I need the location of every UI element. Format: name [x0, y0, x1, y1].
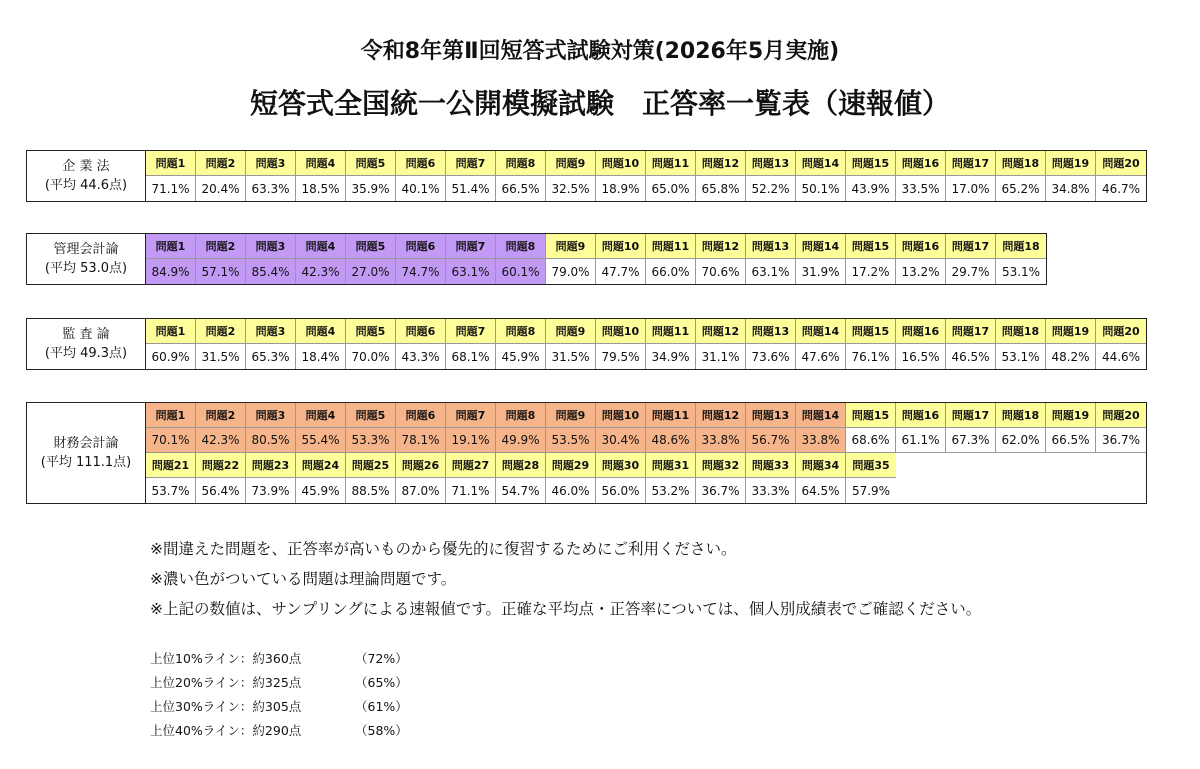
accuracy-cell: 49.9%	[496, 428, 546, 453]
question-header-cell: 問題15	[846, 319, 896, 344]
score-line	[150, 719, 408, 743]
value-row	[146, 176, 1146, 201]
question-header-cell: 問題34	[796, 453, 846, 478]
accuracy-cell: 73.9%	[246, 478, 296, 503]
accuracy-cell: 20.4%	[196, 176, 246, 201]
accuracy-cell: 74.7%	[396, 259, 446, 284]
question-header-cell: 問題14	[796, 319, 846, 344]
subject-cell	[27, 319, 146, 369]
subject-average: (平均 44.6点)	[44, 178, 128, 193]
question-header-cell: 問題9	[546, 403, 596, 428]
accuracy-cell: 48.2%	[1046, 344, 1096, 369]
question-header-cell: 問題4	[296, 151, 346, 176]
accuracy-cell: 33.5%	[896, 176, 946, 201]
accuracy-cell: 46.5%	[946, 344, 996, 369]
question-header-cell: 問題16	[896, 403, 946, 428]
table-kanri	[26, 233, 1047, 285]
page-title: 令和8年第Ⅱ回短答式試験対策(2026年5月実施)	[360, 39, 840, 64]
question-header-cell: 問題1	[146, 234, 196, 259]
accuracy-cell: 31.5%	[546, 344, 596, 369]
accuracy-cell: 79.5%	[596, 344, 646, 369]
accuracy-cell: 71.1%	[146, 176, 196, 201]
accuracy-cell: 53.2%	[646, 478, 696, 503]
question-header-cell: 問題5	[346, 151, 396, 176]
accuracy-cell: 54.7%	[496, 478, 546, 503]
question-header-cell: 問題12	[696, 151, 746, 176]
question-header-cell: 問題23	[246, 453, 296, 478]
accuracy-cell: 43.3%	[396, 344, 446, 369]
question-header-cell: 問題16	[896, 319, 946, 344]
question-header-cell: 問題18	[996, 403, 1046, 428]
header-row	[146, 234, 1046, 259]
question-header-cell: 問題5	[346, 319, 396, 344]
accuracy-cell: 57.1%	[196, 259, 246, 284]
question-header-cell: 問題12	[696, 234, 746, 259]
question-header-cell: 問題14	[796, 403, 846, 428]
accuracy-cell: 85.4%	[246, 259, 296, 284]
accuracy-cell: 43.9%	[846, 176, 896, 201]
accuracy-cell: 66.5%	[1046, 428, 1096, 453]
accuracy-cell: 35.9%	[346, 176, 396, 201]
question-header-cell: 問題2	[196, 403, 246, 428]
question-header-cell: 問題17	[946, 234, 996, 259]
accuracy-cell: 42.3%	[196, 428, 246, 453]
accuracy-cell: 56.4%	[196, 478, 246, 503]
accuracy-cell: 45.9%	[296, 478, 346, 503]
question-header-cell: 問題17	[946, 403, 996, 428]
accuracy-cell: 63.3%	[246, 176, 296, 201]
question-header-cell: 問題6	[396, 234, 446, 259]
accuracy-cell: 31.9%	[796, 259, 846, 284]
accuracy-cell: 64.5%	[796, 478, 846, 503]
score-line	[150, 695, 408, 719]
question-header-cell: 問題28	[496, 453, 546, 478]
subject-name: 企 業 法	[62, 159, 110, 174]
subject-cell	[27, 151, 146, 201]
score-line-pct: （65%）	[355, 675, 408, 690]
accuracy-cell: 53.1%	[996, 344, 1046, 369]
question-header-cell: 問題8	[496, 319, 546, 344]
accuracy-cell: 31.1%	[696, 344, 746, 369]
question-header-cell: 問題10	[596, 319, 646, 344]
accuracy-cell: 70.6%	[696, 259, 746, 284]
accuracy-cell: 18.5%	[296, 176, 346, 201]
accuracy-cell: 73.6%	[746, 344, 796, 369]
subject-name: 財務会計論	[53, 436, 119, 451]
accuracy-cell: 27.0%	[346, 259, 396, 284]
accuracy-cell: 53.5%	[546, 428, 596, 453]
score-line-label: 上位40%ライン：約290点	[150, 723, 302, 738]
accuracy-cell: 79.0%	[546, 259, 596, 284]
accuracy-cell: 50.1%	[796, 176, 846, 201]
question-header-cell: 問題1	[146, 319, 196, 344]
subject-average: (平均 49.3点)	[44, 346, 128, 361]
page-subtitle: 短答式全国統一公開模擬試験 正答率一覧表（速報値）	[249, 87, 950, 120]
question-header-cell: 問題3	[246, 319, 296, 344]
question-header-cell: 問題32	[696, 453, 746, 478]
question-header-cell: 問題20	[1096, 151, 1146, 176]
question-header-cell: 問題31	[646, 453, 696, 478]
accuracy-cell: 18.9%	[596, 176, 646, 201]
accuracy-cell: 63.1%	[446, 259, 496, 284]
subject-cell	[27, 403, 146, 503]
accuracy-cell: 62.0%	[996, 428, 1046, 453]
value-row	[146, 344, 1146, 369]
accuracy-cell: 56.7%	[746, 428, 796, 453]
accuracy-cell: 19.1%	[446, 428, 496, 453]
question-header-cell: 問題9	[546, 319, 596, 344]
accuracy-cell: 65.3%	[246, 344, 296, 369]
accuracy-cell: 33.8%	[696, 428, 746, 453]
question-header-cell: 問題3	[246, 151, 296, 176]
question-header-cell: 問題20	[1096, 319, 1146, 344]
accuracy-cell: 53.3%	[346, 428, 396, 453]
question-header-cell: 問題11	[646, 319, 696, 344]
subject-cell	[27, 234, 146, 284]
accuracy-cell: 88.5%	[346, 478, 396, 503]
accuracy-cell: 17.2%	[846, 259, 896, 284]
question-header-cell: 問題10	[596, 151, 646, 176]
accuracy-cell: 60.9%	[146, 344, 196, 369]
question-header-cell: 問題2	[196, 151, 246, 176]
accuracy-cell: 61.1%	[896, 428, 946, 453]
question-header-cell: 問題2	[196, 319, 246, 344]
question-header-cell: 問題13	[746, 151, 796, 176]
accuracy-cell: 36.7%	[696, 478, 746, 503]
question-header-cell: 問題19	[1046, 403, 1096, 428]
score-line	[150, 647, 408, 671]
accuracy-cell: 36.7%	[1096, 428, 1146, 453]
header-row	[146, 151, 1146, 176]
accuracy-cell: 80.5%	[246, 428, 296, 453]
question-header-cell: 問題21	[146, 453, 196, 478]
question-header-cell: 問題27	[446, 453, 496, 478]
accuracy-cell: 51.4%	[446, 176, 496, 201]
accuracy-cell: 13.2%	[896, 259, 946, 284]
subject-name: 管理会計論	[53, 242, 119, 257]
accuracy-cell: 66.0%	[646, 259, 696, 284]
accuracy-cell: 42.3%	[296, 259, 346, 284]
accuracy-cell: 53.1%	[996, 259, 1046, 284]
value-row	[146, 428, 1146, 453]
table-zaimu	[26, 402, 1147, 504]
accuracy-cell: 70.1%	[146, 428, 196, 453]
question-header-cell: 問題5	[346, 234, 396, 259]
accuracy-cell: 76.1%	[846, 344, 896, 369]
accuracy-cell: 68.1%	[446, 344, 496, 369]
score-line-label: 上位10%ライン：約360点	[150, 651, 302, 666]
value-row	[146, 478, 1146, 503]
question-header-cell: 問題10	[596, 234, 646, 259]
question-header-cell: 問題8	[496, 151, 546, 176]
question-header-cell: 問題11	[646, 234, 696, 259]
table-kigyo	[26, 150, 1147, 202]
accuracy-cell: 44.6%	[1096, 344, 1146, 369]
accuracy-cell: 47.6%	[796, 344, 846, 369]
accuracy-cell: 34.8%	[1046, 176, 1096, 201]
accuracy-cell: 63.1%	[746, 259, 796, 284]
accuracy-cell: 65.0%	[646, 176, 696, 201]
question-header-cell: 問題25	[346, 453, 396, 478]
question-header-cell: 問題18	[996, 319, 1046, 344]
table-kansa	[26, 318, 1147, 370]
question-header-cell: 問題17	[946, 151, 996, 176]
question-header-cell: 問題12	[696, 319, 746, 344]
accuracy-cell: 87.0%	[396, 478, 446, 503]
question-header-cell: 問題22	[196, 453, 246, 478]
question-header-cell: 問題2	[196, 234, 246, 259]
value-row	[146, 259, 1046, 284]
question-header-cell: 問題15	[846, 151, 896, 176]
accuracy-cell: 33.8%	[796, 428, 846, 453]
question-header-cell: 問題15	[846, 234, 896, 259]
question-header-cell: 問題7	[446, 234, 496, 259]
score-line-pct: （72%）	[355, 651, 408, 666]
question-header-cell: 問題4	[296, 319, 346, 344]
accuracy-cell: 55.4%	[296, 428, 346, 453]
accuracy-cell: 60.1%	[496, 259, 546, 284]
question-header-cell: 問題16	[896, 234, 946, 259]
question-header-cell: 問題24	[296, 453, 346, 478]
accuracy-cell: 33.3%	[746, 478, 796, 503]
accuracy-cell: 46.7%	[1096, 176, 1146, 201]
accuracy-cell: 53.7%	[146, 478, 196, 503]
header-row	[146, 403, 1146, 428]
question-header-cell: 問題18	[996, 234, 1046, 259]
score-line-label: 上位20%ライン：約325点	[150, 675, 302, 690]
score-lines	[150, 647, 408, 743]
question-header-cell: 問題6	[396, 319, 446, 344]
header-row	[146, 453, 1146, 478]
question-header-cell: 問題6	[396, 151, 446, 176]
question-header-cell: 問題4	[296, 403, 346, 428]
notes	[150, 534, 981, 624]
accuracy-cell: 84.9%	[146, 259, 196, 284]
accuracy-cell: 56.0%	[596, 478, 646, 503]
question-header-cell: 問題26	[396, 453, 446, 478]
question-header-cell: 問題33	[746, 453, 796, 478]
question-header-cell: 問題19	[1046, 151, 1096, 176]
question-header-cell: 問題7	[446, 403, 496, 428]
subject-name: 監 査 論	[62, 327, 110, 342]
accuracy-cell: 32.5%	[546, 176, 596, 201]
note-text: ※上記の数値は、サンプリングによる速報値です。正確な平均点・正答率については、個人別成績表でご確認ください。	[150, 600, 982, 618]
question-header-cell: 問題4	[296, 234, 346, 259]
question-header-cell: 問題18	[996, 151, 1046, 176]
accuracy-cell: 47.7%	[596, 259, 646, 284]
accuracy-cell: 70.0%	[346, 344, 396, 369]
accuracy-cell: 67.3%	[946, 428, 996, 453]
accuracy-cell: 34.9%	[646, 344, 696, 369]
question-header-cell: 問題14	[796, 151, 846, 176]
question-header-cell: 問題14	[796, 234, 846, 259]
note-text: ※間違えた問題を、正答率が高いものから優先的に復習するためにご利用ください。	[150, 540, 737, 558]
question-header-cell: 問題10	[596, 403, 646, 428]
question-header-cell: 問題9	[546, 151, 596, 176]
question-header-cell: 問題35	[846, 453, 896, 478]
accuracy-cell: 18.4%	[296, 344, 346, 369]
question-header-cell: 問題8	[496, 234, 546, 259]
question-header-cell: 問題8	[496, 403, 546, 428]
question-header-cell: 問題11	[646, 403, 696, 428]
question-header-cell: 問題1	[146, 151, 196, 176]
accuracy-cell: 57.9%	[846, 478, 896, 503]
accuracy-cell: 16.5%	[896, 344, 946, 369]
question-header-cell: 問題6	[396, 403, 446, 428]
question-header-cell: 問題11	[646, 151, 696, 176]
accuracy-cell: 17.0%	[946, 176, 996, 201]
accuracy-cell: 78.1%	[396, 428, 446, 453]
question-header-cell: 問題16	[896, 151, 946, 176]
question-header-cell: 問題15	[846, 403, 896, 428]
score-line-pct: （58%）	[355, 723, 408, 738]
accuracy-cell: 29.7%	[946, 259, 996, 284]
question-header-cell: 問題12	[696, 403, 746, 428]
accuracy-cell: 31.5%	[196, 344, 246, 369]
question-header-cell: 問題5	[346, 403, 396, 428]
question-header-cell: 問題3	[246, 234, 296, 259]
question-header-cell: 問題9	[546, 234, 596, 259]
question-header-cell: 問題13	[746, 234, 796, 259]
question-header-cell: 問題17	[946, 319, 996, 344]
note-text: ※濃い色がついている問題は理論問題です。	[150, 570, 457, 588]
score-line-pct: （61%）	[355, 699, 408, 714]
accuracy-cell: 46.0%	[546, 478, 596, 503]
question-header-cell: 問題1	[146, 403, 196, 428]
question-header-cell: 問題7	[446, 151, 496, 176]
accuracy-cell: 66.5%	[496, 176, 546, 201]
question-header-cell: 問題30	[596, 453, 646, 478]
question-header-cell: 問題29	[546, 453, 596, 478]
accuracy-cell: 65.8%	[696, 176, 746, 201]
accuracy-cell: 48.6%	[646, 428, 696, 453]
header-row	[146, 319, 1146, 344]
accuracy-cell: 71.1%	[446, 478, 496, 503]
accuracy-cell: 45.9%	[496, 344, 546, 369]
subject-average: (平均 53.0点)	[44, 261, 128, 276]
score-line-label: 上位30%ライン：約305点	[150, 699, 302, 714]
score-line	[150, 671, 408, 695]
question-header-cell: 問題20	[1096, 403, 1146, 428]
accuracy-cell: 68.6%	[846, 428, 896, 453]
question-header-cell: 問題3	[246, 403, 296, 428]
accuracy-cell: 65.2%	[996, 176, 1046, 201]
question-header-cell: 問題19	[1046, 319, 1096, 344]
accuracy-cell: 40.1%	[396, 176, 446, 201]
question-header-cell: 問題7	[446, 319, 496, 344]
accuracy-cell: 52.2%	[746, 176, 796, 201]
question-header-cell: 問題13	[746, 319, 796, 344]
question-header-cell: 問題13	[746, 403, 796, 428]
subject-average: (平均 111.1点)	[40, 455, 132, 470]
accuracy-cell: 30.4%	[596, 428, 646, 453]
